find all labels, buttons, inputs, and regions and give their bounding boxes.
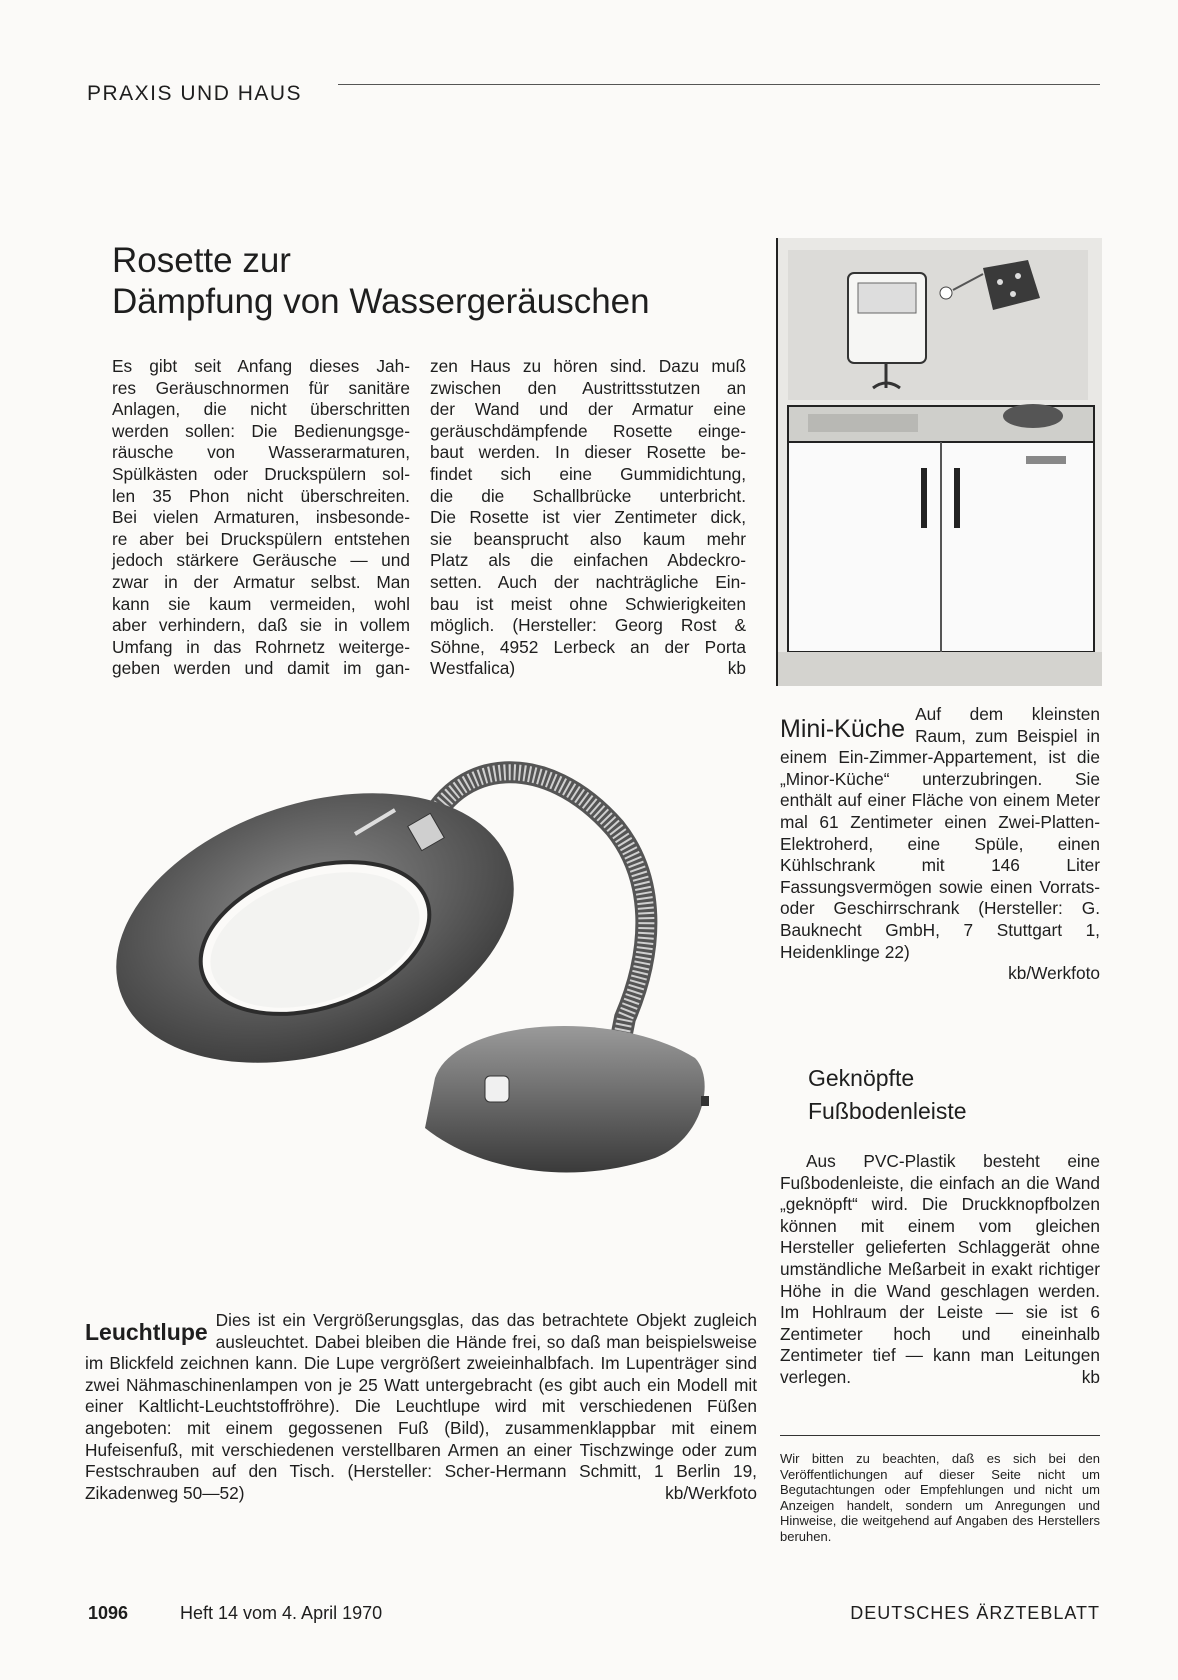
text-line: sie beansprucht also kaum mehr (430, 528, 746, 549)
title-line: Geknöpfte (808, 1065, 915, 1091)
issue-info: Heft 14 vom 4. April 1970 (180, 1603, 383, 1623)
leuchtlupe-text: Dies ist ein Vergrößerungsglas, das das betrachtete Objekt zugleich ausleuchtet. Dabei bleiben die Hände frei, so daß man beispielsweise im Blickfeld zeichnen kann. Die Lupe vergrößert zweieinhalbfach. Im Lupenträger sind zwei Nähmaschinenlampen von je 25 Watt untergebracht (es gibt auch ein Modell mit einer Kaltlicht-Leuchtstoffröhre). Die Leuchtlupe wird mit verschiedenen Füßen angeboten: mit einem gegossenen Fuß (Bild), zusammenklappbar mit einem Hufeisenfuß, mit verschiedenen verstellbaren Armen an einer Tischzwinge oder zum Festschrauben auf den Tisch. (Hersteller: Scher-Hermann Schmitt, 1 Berlin 19, Zikadenweg 50—52) (85, 1310, 757, 1503)
disclaimer: Wir bitten zu beachten, daß es sich bei den Veröffentlichungen auf dieser Seite nicht um Begutachtungen oder Empfehlungen und nicht um Anzeigen handelt, sondern um Anregungen und Hinweise, die weitgehend auf Angaben des Herstellers beruhen. (780, 1451, 1100, 1544)
disclaimer-rule (780, 1435, 1100, 1436)
text-line: len 35 Phon nicht überschreiten. (112, 485, 410, 506)
fussbodenleiste-body: Aus PVC-Plastik besteht eine Fußbodenleiste, die einfach an die Wand „geknöpft“ wird. Die Druckknopfbolzen können mit einem vom gleichen Hersteller gelieferten Schlaggerät ohne umständliche Meßarbeit in exakt richtiger Höhe in die Wand geschlagen werden. Im Hohlraum der Leiste — sie ist 6 Zentimeter hoch und eineinhalb Zentimeter tief — kann man Leitungen verlegen. (780, 1151, 1100, 1387)
text-line: Bei vielen Armaturen, insbesonde- (112, 507, 410, 528)
text-line: res Geräuschnormen für sanitäre (112, 377, 410, 398)
leuchtlupe-credit: kb/Werkfoto (665, 1482, 757, 1503)
kitchen-photo (776, 238, 1102, 686)
header-rule (338, 84, 1100, 85)
text-line: Spülkästen oder Druckspülern sol- (112, 463, 410, 484)
text-line: baut werden. In dieser Rosette be- (430, 442, 746, 463)
text-line: aber verhindern, daß sie in vollem (112, 615, 410, 636)
text-line: findet sich eine Gummidichtung, (430, 463, 746, 484)
text-line: Umfang in das Rohrnetz weiterge- (112, 636, 410, 657)
text-line: Platz als die einfachen Abdeckro- (430, 550, 746, 571)
text-line: geben werden und damit im gan- (112, 658, 410, 679)
text-line: räusche von Wasserarmaturen, (112, 442, 410, 463)
text-line: Anlagen, die nicht überschritten (112, 399, 410, 420)
leuchtlupe-title: Leuchtlupe (85, 1319, 208, 1345)
rosette-column-2 (430, 356, 746, 658)
mini-kitchen-image (778, 238, 1102, 686)
text-line: werden sollen: Die Bedienungsge- (112, 420, 410, 441)
text-line: zwar in der Armatur selbst. Man (112, 571, 410, 592)
text-line: setten. Auch der nachträgliche Ein- (430, 571, 746, 592)
minikueche-block (780, 704, 1100, 985)
text-line: Söhne, 4952 Lerbeck an der Porta (430, 636, 746, 657)
text-line: möglich. (Hersteller: Georg Rost & (430, 615, 746, 636)
title-line: Fußbodenleiste (808, 1098, 967, 1124)
rosette-column-1 (112, 356, 410, 680)
text-line: re aber bei Druckspülern entstehen (112, 528, 410, 549)
leuchtlupe-photo (95, 718, 755, 1306)
text-line: der Wand und der Armatur eine (430, 399, 746, 420)
text-line: zwischen den Austrittsstutzen an (430, 377, 746, 398)
journal-name: DEUTSCHES ÄRZTEBLATT (850, 1603, 1100, 1623)
text-line: zen Haus zu hören sind. Dazu muß (430, 356, 746, 376)
text-line: kann sie kaum vermeiden, wohl (112, 593, 410, 614)
rosette-last-line (430, 658, 746, 680)
text-line: bau ist meist ohne Schwierigkeiten (430, 593, 746, 614)
text-line: Es gibt seit Anfang dieses Jah- (112, 356, 410, 376)
minikueche-credit: kb/Werkfoto (1008, 963, 1100, 984)
fussbodenleiste-text (780, 1151, 1100, 1389)
fussbodenleiste-title (808, 1062, 967, 1128)
minikueche-text: Auf dem kleinsten Raum, zum Beispiel in einem Ein-Zimmer-Appartement, ist die „Minor-Küche“ unterzubringen. Sie enthält auf einer Fläche von einem Meter mal 61 Zentimeter einen Zwei-Platten-Elektroherd, eine Spüle, einen Kühlschrank mit 146 Liter Fassungsvermögen sowie einen Vorrats- oder Geschirrschrank (Hersteller: G. Bauknecht GmbH, 7 Stuttgart 1, Heidenklinge 22) (780, 704, 1100, 962)
text-line: Die Rosette ist vier Zentimeter dick, (430, 507, 746, 528)
page-number: 1096 (88, 1603, 129, 1623)
fussbodenleiste-signature: kb (1081, 1366, 1100, 1387)
text-line: jedoch stärkere Geräusche — und (112, 550, 410, 571)
magnifier-lamp-image (95, 718, 755, 1306)
minikueche-title: Mini-Küche (780, 715, 906, 743)
rosette-signature: kb (727, 658, 746, 678)
section-label: PRAXIS UND HAUS (87, 82, 303, 105)
title-line: Rosette zur (112, 241, 291, 280)
leuchtlupe-block (85, 1310, 757, 1504)
title-line: Dämpfung von Wassergeräuschen (112, 282, 650, 321)
article-title-rosette (112, 240, 650, 322)
rosette-last-text: Westfalica) (430, 658, 516, 678)
text-line: geräuschdämpfende Rosette einge- (430, 420, 746, 441)
text-line: die die Schallbrücke unterbricht. (430, 485, 746, 506)
